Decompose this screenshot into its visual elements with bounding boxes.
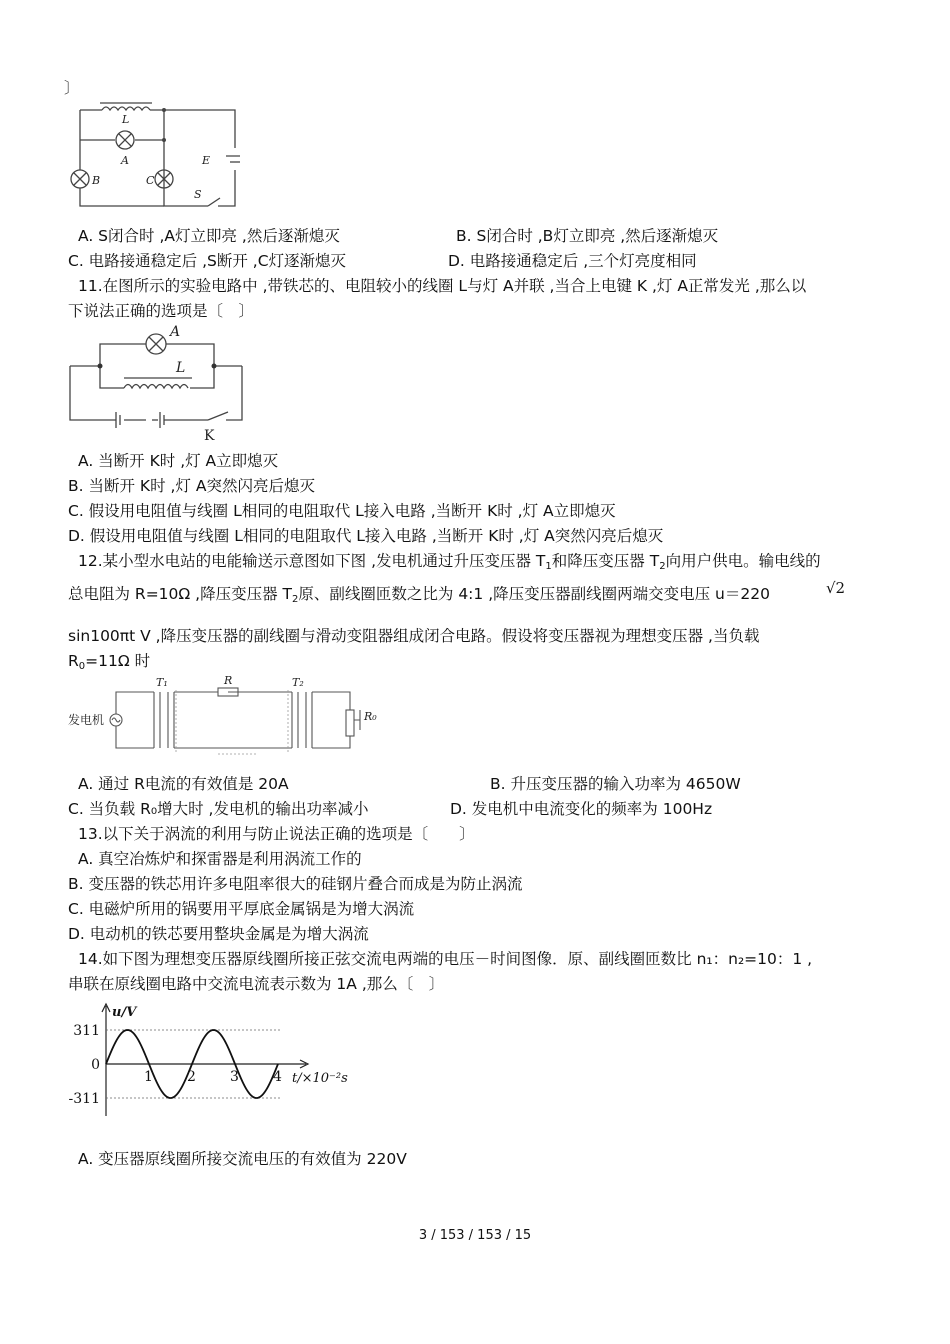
y-axis-label: u/V bbox=[112, 1005, 137, 1020]
label-T2: T₂ bbox=[292, 676, 304, 689]
q13-stem: 13.以下关于涡流的利用与防止说法正确的选项是〔 〕 bbox=[78, 825, 475, 843]
label-A: A bbox=[170, 324, 181, 340]
y-tick-label: 0 bbox=[91, 1057, 100, 1073]
label-K: K bbox=[204, 428, 215, 444]
q11-stem-line1: 11.在图所示的实验电路中 ,带铁芯的、电阻较小的线圈 L与灯 A并联 ,当合上电键 K ,灯 A正常发光 ,那么以 bbox=[78, 277, 807, 295]
q14-option-a: A. 变压器原线圈所接交流电压的有效值为 220V bbox=[78, 1150, 407, 1168]
q11-option-a: A. 当断开 K时 ,灯 A立即熄灭 bbox=[78, 452, 279, 470]
x-tick-label: 4 bbox=[273, 1069, 282, 1085]
label-C: C bbox=[146, 174, 155, 187]
q12-stem-line1: 12.某小型水电站的电能输送示意图如下图 ,发电机通过升压变压器 $T_1$和降压变压器 $T_2$向用户供电。输电线的 bbox=[78, 552, 821, 572]
q12-option-b: B. 升压变压器的输入功率为 4650W bbox=[490, 775, 741, 793]
page-number: 3 / 153 / 153 / 15 bbox=[418, 1228, 532, 1243]
q10-option-b: B. S闭合时 ,B灯立即亮 ,然后逐渐熄灭 bbox=[456, 227, 719, 245]
q13-option-d: D. 电动机的铁芯要用整块金属是为增大涡流 bbox=[68, 925, 369, 943]
label-generator: 发电机 bbox=[68, 713, 105, 727]
label-B: B bbox=[92, 174, 101, 187]
q12-stem-line2: 总电阻为 R=10Ω ,降压变压器 $T_2$原、副线圈匝数之比为 4:1 ,降压变压器副线圈两端交变电压 u＝220 bbox=[68, 585, 770, 605]
q11-circuit-figure bbox=[68, 322, 248, 444]
y-tick-label: 311 bbox=[73, 1023, 100, 1039]
bracket-close: 〕 bbox=[64, 79, 80, 97]
q13-option-c: C. 电磁炉所用的锅要用平厚底金属锅是为增大涡流 bbox=[68, 900, 415, 918]
x-tick-label: 1 bbox=[144, 1069, 153, 1085]
q12-stem-line3: sin100πt V ,降压变压器的副线圈与滑动变阻器组成闭合电路。假设将变压器视为理想变压器 ,当负载 bbox=[68, 627, 760, 645]
x-axis-label: t/×10⁻²s bbox=[292, 1071, 348, 1086]
label-R: R bbox=[224, 674, 233, 687]
q10-option-a: A. S闭合时 ,A灯立即亮 ,然后逐渐熄灭 bbox=[78, 227, 340, 245]
q13-option-a: A. 真空冶炼炉和探雷器是利用涡流工作的 bbox=[78, 850, 362, 868]
q11-option-c: C. 假设用电阻值与线圈 L相同的电阻取代 L接入电路 ,当断开 K时 ,灯 A立即熄灭 bbox=[68, 502, 616, 520]
label-T1: T₁ bbox=[156, 676, 168, 689]
x-tick-label: 3 bbox=[230, 1069, 239, 1085]
label-S: S bbox=[194, 188, 202, 201]
q12-transmission-figure bbox=[68, 672, 388, 758]
q12-option-d: D. 发电机中电流变化的频率为 100Hz bbox=[450, 800, 713, 818]
q12-stem-line4: $R_0=11\Omega$ 时 bbox=[68, 652, 151, 672]
q10-option-c: C. 电路接通稳定后 ,S断开 ,C灯逐渐熄灭 bbox=[68, 252, 347, 270]
q12-option-a: A. 通过 R电流的有效值是 20A bbox=[78, 775, 289, 793]
q12-option-c: C. 当负载 R₀增大时 ,发电机的输出功率减小 bbox=[68, 800, 369, 818]
q10-option-d: D. 电路接通稳定后 ,三个灯亮度相同 bbox=[448, 252, 697, 270]
q11-option-d: D. 假设用电阻值与线圈 L相同的电阻取代 L接入电路 ,当断开 K时 ,灯 A突然闪亮后熄灭 bbox=[68, 527, 664, 545]
label-R0: R₀ bbox=[364, 710, 377, 723]
q11-option-b: B. 当断开 K时 ,灯 A突然闪亮后熄灭 bbox=[68, 477, 315, 495]
label-L: L bbox=[176, 360, 186, 376]
q13-option-b: B. 变压器的铁芯用许多电阻率很大的硅钢片叠合而成是为防止涡流 bbox=[68, 875, 523, 893]
q14-voltage-chart bbox=[66, 996, 366, 1124]
label-L: L bbox=[122, 113, 130, 126]
q10-circuit-figure bbox=[70, 98, 240, 216]
q11-stem-line2: 下说法正确的选项是〔 〕 bbox=[68, 302, 255, 320]
sqrt-two: √2 bbox=[826, 579, 846, 597]
label-E: E bbox=[202, 154, 211, 167]
q14-stem-line1: 14.如下图为理想变压器原线圈所接正弦交流电两端的电压－时间图像．原、副线圈匝数比 n₁：n₂=10：1 , bbox=[78, 950, 813, 968]
x-tick-label: 2 bbox=[187, 1069, 196, 1085]
y-tick-label: -311 bbox=[68, 1091, 100, 1107]
label-A: A bbox=[121, 154, 129, 167]
q14-stem-line2: 串联在原线圈电路中交流电流表示数为 1A ,那么〔 〕 bbox=[68, 975, 445, 993]
